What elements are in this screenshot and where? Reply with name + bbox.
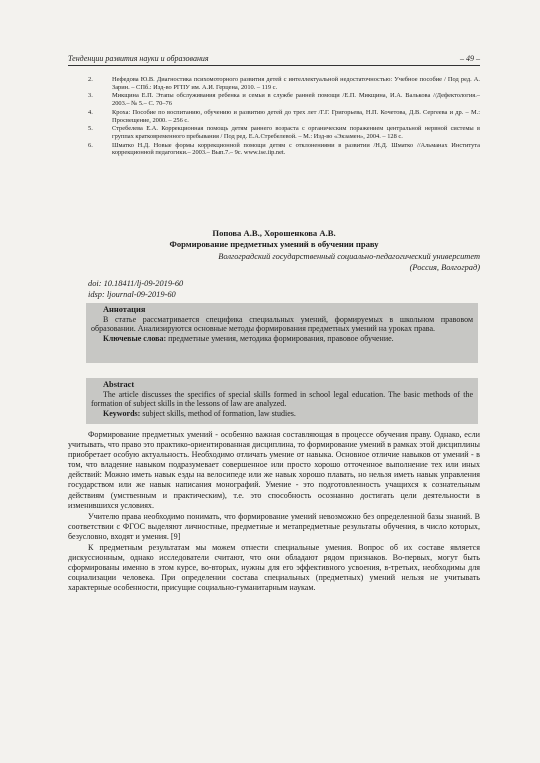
- reference-list: [88, 76, 480, 158]
- reference-item: [88, 109, 480, 124]
- reference-item: [88, 92, 480, 107]
- annotation-title: Аннотация: [103, 305, 146, 314]
- keywords-text: предметные умения, методика формирования, правовое обучение.: [166, 333, 394, 343]
- reference-text: Микщина Е.П. Этапы обслуживания ребенка и семьи в службе ранней помощи /Е.П. Микщина, И.А. Валькова //Дефектология.– 2003.– № 5.– С. 70–76: [112, 92, 480, 108]
- idsp-line: idsp: ljournal-09-2019-60: [88, 290, 176, 299]
- journal-title: Тенденции развития науки и образования: [68, 54, 209, 63]
- article-heading: [68, 228, 480, 250]
- body-paragraph: Учителю права необходимо понимать, что формирование умений невозможно без определенной базы знаний. В соответствии с ФГОС выделяют личностные, предметные и метапредметные результаты обучения, в число которых, безусловно, входят и умения. [9]: [68, 511, 480, 541]
- annotation-keywords: [91, 334, 473, 344]
- affiliation-location: (Россия, Волгоград): [409, 263, 480, 272]
- reference-text: Шматко Н.Д. Новые формы коррекционной помощи детям с отклонениями в развитии /Н.Д. Шматко //Альманах Института коррекционной педагогики.– 2003.– Вып.7.– 9с. www.ise.iip.net.: [112, 141, 480, 157]
- keywords-text: subject skills, method of formation, law studies.: [140, 408, 296, 418]
- reference-number: 5.: [88, 125, 93, 133]
- abstract-box: [86, 378, 478, 424]
- identifiers: [88, 278, 183, 300]
- doi-line: doi: 10.18411/lj-09-2019-60: [88, 279, 184, 288]
- article-authors: Попова А.В., Хорошенкова А.В.: [212, 228, 336, 238]
- affiliation-university: Волгоградский государственный социально-педагогический университет: [218, 252, 480, 261]
- keywords-label: Ключевые слова:: [103, 333, 167, 343]
- reference-number: 2.: [88, 76, 93, 83]
- reference-text: Кроха: Пособие по воспитанию, обучению и развитию детей до трех лет /Г.Г. Григорьева, Н.П. Кочетова, Д.В. Сергеева и др. – М.: Просвещение, 2000. – 256 с.: [112, 108, 480, 124]
- affiliation: [68, 251, 480, 273]
- article-body: [68, 430, 480, 595]
- abstract-keywords: [91, 409, 473, 419]
- body-paragraph: Формирование предметных умений - особенно важная составляющая в процессе обучения праву. Однако, если учитывать, что право это практико-ориентированная дисциплина, то формирование умений в рамках этой дисциплины приобретает особую актуальность. Необходимо отличать умение от навыка. Основное отличие навыков от умений - в том, что владение навыком подразумевает совершенное или просто хорошо отточенное выполнение тех или иных действий: Можно иметь навык езды на велосипеде или же навык хорошо плавать, но нельзя иметь навык управления государством или же навык написания монографий. Умение - это подготовленность учащихся к сознательным действиям (умственным и практическим), т.е. это способность осознанно достигать цели деятельности в изменившихся условиях.: [68, 430, 480, 510]
- article-title: Формирование предметных умений в обучении праву: [169, 239, 379, 249]
- page-number: – 49 –: [460, 54, 480, 63]
- reference-text: Нефедова Ю.В. Диагностика психомоторного развития детей с интеллектуальной недостаточностью: Учебное пособие / Под ред. А. Зарин. – СПб.: Изд-во РГПУ им. А.И. Герцена, 2010. – 119 с.: [112, 76, 480, 91]
- body-paragraph: К предметным результатам мы можем отнести специальные умения. Вопрос об их составе является дискуссионным, однако исследователи считают, что они обладают рядом признаков. Во-первых, могут быть сформированы именно в этом курсе, во-вторых, нужны для его эффективного усвоения, в-третьих, необходимы для социализации человека. При определении состава специальных (предметных) умений нельзя не учитывать характерные особенности, присущие социально-гуманитарным наукам.: [68, 543, 480, 593]
- reference-item: [88, 76, 480, 91]
- reference-item: [88, 125, 480, 140]
- reference-number: 4.: [88, 108, 93, 116]
- keywords-label: Keywords:: [103, 408, 141, 418]
- abstract-title: Abstract: [103, 380, 135, 389]
- reference-item: [88, 142, 480, 157]
- annotation-text: В статье рассматривается специфика специальных умений, формируемых в школьном правовом образовании. Анализируются основные методы формирования предметных умений на уроках права.: [91, 314, 473, 333]
- annotation-box: [86, 303, 478, 363]
- reference-number: 3.: [88, 92, 93, 100]
- reference-text: Стребелева Е.А. Коррекционная помощь детям раннего возраста с органическим поражением центральной нервной системы в группах кратковременного пребывания / Под ред. Е.А.Стребелевой. – М.: Изд-во «Экзамен», 2004. – 128 с.: [112, 125, 480, 140]
- running-header: [68, 54, 480, 66]
- abstract-text: The article discusses the specifics of special skills formed in school legal education. The basic methods of the formation of subject skills in the lessons of law are analyzed.: [91, 389, 473, 408]
- reference-number: 6.: [88, 141, 93, 149]
